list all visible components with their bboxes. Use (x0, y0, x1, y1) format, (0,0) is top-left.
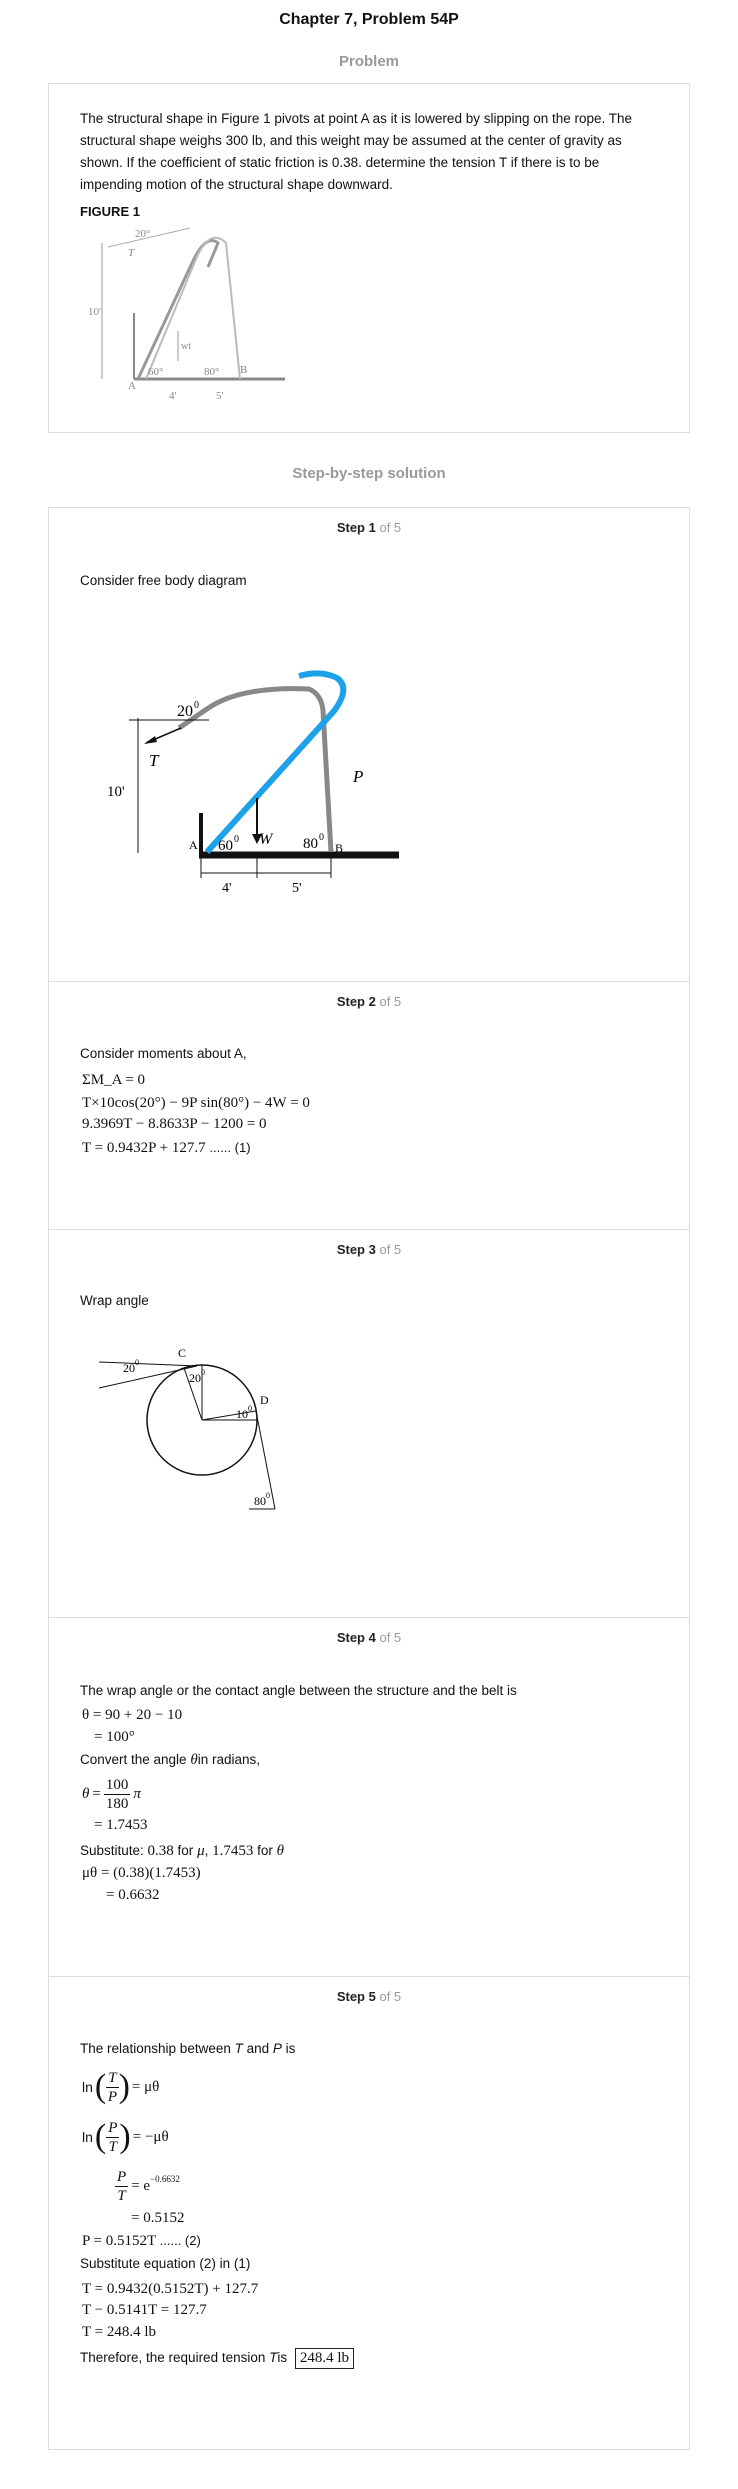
paren-close-2: ) (119, 2118, 131, 2155)
step-4-subst-b: for (173, 1843, 198, 1858)
fig-angle-80: 80° (204, 366, 220, 378)
step-5-text3b: is (277, 2350, 288, 2365)
step-2-eq3: 9.3969T − 8.8633P − 1200 = 0 (82, 1116, 267, 1132)
step-3-text: Wrap angle (80, 1293, 149, 1308)
step-1-card (48, 507, 690, 982)
fig-B: B (240, 364, 248, 376)
problem-text: The structural shape in Figure 1 pivots at point A as it is lowered by slipping on the rope. The structural shape weighs 300 lb, and this weight may be assumed at the center of gravity as shown. If the coefficient of static friction is 0.38. determine the tension T if there is to be impending motion of the structural shape downward. (80, 111, 633, 192)
step-4-header (49, 1630, 689, 1645)
fbd-B: B (335, 841, 344, 855)
step-5-eq4: P = 0.5152T (82, 2233, 156, 2249)
fbd-A: A (189, 838, 198, 852)
fbd-P: P (353, 767, 364, 786)
step-4-frac-row (82, 1772, 141, 1816)
wrap-a4: 80 (254, 1494, 266, 1508)
fbd-angle-60-deg: 0 (234, 834, 239, 845)
step-4-theta-inline: θ (190, 1752, 198, 1768)
free-body-diagram (89, 608, 409, 896)
step-5-of: of 5 (379, 1989, 402, 2004)
figure-label: FIGURE 1 (80, 204, 140, 219)
step-4-eq6: = 0.6632 (106, 1887, 160, 1903)
step-3-card (48, 1230, 690, 1618)
step-4-eq4: = 1.7453 (94, 1817, 148, 1833)
step-5-eq2 (82, 2113, 169, 2161)
step-5-frac-1-den: P (107, 2088, 117, 2105)
step-4-eq1: θ = 90 + 20 − 10 (82, 1707, 183, 1723)
step-5-frac-2 (106, 2119, 119, 2156)
step-4-subst-c: , (204, 1843, 213, 1858)
step-5-conclusion (80, 2346, 354, 2369)
step-5-text1-T: T (234, 2041, 243, 2056)
step-2-header (49, 994, 689, 1009)
step-5-eq4-tag: ...... (2) (159, 2233, 201, 2248)
step-4-frac-den: 180 (105, 1795, 129, 1812)
solution-heading: Step-by-step solution (292, 465, 446, 482)
step-5-text1c: is (281, 2041, 296, 2056)
step-5-frac-3 (115, 2168, 128, 2205)
step-5-ln-2: ln (82, 2129, 93, 2145)
step-4-label: Step 4 (336, 1630, 376, 1645)
step-4-subst-th: θ (276, 1843, 284, 1859)
step-5-frac-3-den: T (117, 2187, 126, 2204)
fbd-angle-top-deg: 0 (194, 700, 199, 711)
step-5-exp-pow: −0.6632 (150, 2174, 180, 2184)
step-2-eq1: ΣM_A = 0 (82, 1072, 146, 1088)
step-4-fraction (104, 1776, 131, 1813)
step-5-frac-2-den: T (108, 2138, 117, 2155)
step-4-frac-num: 100 (105, 1776, 129, 1793)
step-4-subst-v1: 0.38 (147, 1843, 174, 1859)
step-5-eq4-row (82, 2230, 201, 2252)
step-2-eq4-row (82, 1137, 251, 1159)
step-1-of: of 5 (379, 520, 402, 535)
fig-A: A (128, 380, 136, 392)
tension-arrowhead (144, 736, 157, 744)
answer-box: 248.4 lb (295, 2348, 354, 2369)
wrap-a1-deg: 0 (135, 1358, 139, 1367)
step-5-text1b: and (242, 2041, 273, 2056)
step-2-label: Step 2 (336, 994, 376, 1009)
step-3-label: Step 3 (336, 1242, 376, 1257)
step-5-frac-2-num: P (108, 2119, 118, 2136)
wrap-angle-diagram (99, 1330, 299, 1560)
fig-T: T (128, 247, 135, 259)
step-5-text1a: The relationship between (80, 2041, 235, 2056)
fbd-d2: 5' (292, 881, 302, 896)
step-2-eq4: T = 0.9432P + 127.7 (82, 1140, 206, 1156)
step-4-text2b: in radians, (197, 1752, 261, 1767)
fbd-angle-80-deg: 0 (319, 832, 324, 843)
step-5-text3-T: T (269, 2350, 278, 2365)
problem-figure (80, 223, 300, 413)
step-5-label: Step 5 (336, 1989, 376, 2004)
step-1-label: Step 1 (336, 520, 376, 535)
fbd-d1: 4' (222, 881, 232, 896)
step-5-text1 (80, 2037, 295, 2060)
wrap-a2-deg: 0 (201, 1368, 205, 1377)
wrap-a2: 20 (189, 1371, 201, 1385)
step-5-eq-exp (115, 2164, 180, 2208)
step-5-frac-3-num: P (117, 2168, 127, 2185)
step-2-of: of 5 (379, 994, 402, 1009)
step-5-frac-1 (106, 2069, 118, 2106)
step-4-eq5: μθ = (0.38)(1.7453) (82, 1865, 201, 1881)
step-5-text1-P: P (272, 2041, 282, 2056)
step-5-rhs1: = μθ (131, 2079, 160, 2095)
step-2-eq2: T×10cos(20°) − 9P sin(80°) − 4W = 0 (82, 1095, 310, 1111)
step-5-eq5: T = 0.9432(0.5152T) + 127.7 (82, 2281, 259, 2297)
step-5-header (49, 1989, 689, 2004)
fbd-angle-60: 60 (218, 838, 233, 854)
fig-d1: 4' (169, 390, 177, 402)
step-4-card (48, 1618, 690, 1977)
wrap-a3-deg: 0 (248, 1404, 252, 1413)
fbd-height: 10' (107, 784, 125, 800)
page-title: Chapter 7, Problem 54P (279, 11, 459, 28)
step-4-eq2: = 100° (94, 1729, 135, 1745)
fig-d2: 5' (216, 390, 224, 402)
wrap-a4-deg: 0 (266, 1491, 270, 1500)
problem-card (48, 83, 690, 433)
paren-open-2: ( (94, 2118, 107, 2155)
fbd-T: T (149, 751, 159, 770)
step-4-frac-eq: = (92, 1786, 101, 1802)
step-5-card (48, 1977, 690, 2450)
fig-angle-60: 60° (148, 366, 164, 378)
step-5-eq3: = 0.5152 (131, 2210, 185, 2226)
fbd-angle-80: 80 (303, 836, 318, 852)
step-4-text2 (80, 1748, 260, 1772)
step-5-eq6: T − 0.5141T = 127.7 (82, 2302, 207, 2318)
tangent-line-c (99, 1362, 197, 1366)
step-1-text: Consider free body diagram (80, 573, 247, 588)
step-5-frac-1-num: T (108, 2069, 117, 2086)
step-3-header (49, 1242, 689, 1257)
wrap-C: C (178, 1346, 187, 1360)
step-4-subst-v2: 1.7453 (212, 1843, 254, 1859)
step-4-text1: The wrap angle or the contact angle between the structure and the belt is (80, 1683, 517, 1698)
step-5-text2: Substitute equation (2) in (1) (80, 2256, 251, 2271)
step-5-ln-1: ln (82, 2079, 93, 2095)
step-4-text2a: Convert the angle (80, 1752, 187, 1767)
fbd-W: W (259, 831, 273, 848)
incline-line (99, 1366, 197, 1388)
paren-open-1: ( (94, 2068, 107, 2105)
step-4-subst-a: Substitute: (80, 1843, 148, 1858)
step-4-subst (80, 1839, 284, 1863)
step-5-eq7: T = 248.4 lb (82, 2324, 157, 2340)
step-3-of: of 5 (379, 1242, 402, 1257)
step-4-of: of 5 (379, 1630, 402, 1645)
fig-height: 10' (88, 306, 101, 318)
fig-angle-top: 20° (135, 228, 151, 240)
step-4-subst-mu: μ (197, 1843, 205, 1859)
paren-close-1: ) (118, 2068, 130, 2105)
step-4-frac-theta: θ (82, 1786, 90, 1802)
fbd-angle-top: 20 (177, 703, 193, 720)
step-5-text3a: Therefore, the required tension (80, 2350, 270, 2365)
wrap-a3: 10 (236, 1407, 248, 1421)
step-2-card (48, 982, 690, 1230)
wrap-a1: 20 (123, 1361, 135, 1375)
step-5-eq1 (82, 2063, 159, 2111)
step-2-eq4-tag: ...... (1) (209, 1140, 251, 1155)
step-4-subst-d: for (253, 1843, 277, 1858)
fig-W: wt (181, 341, 191, 352)
wrap-D: D (260, 1393, 269, 1407)
step-1-header (49, 520, 689, 535)
step-2-text: Consider moments about A, (80, 1046, 247, 1061)
problem-heading: Problem (338, 53, 399, 70)
step-5-rhs2: = −μθ (132, 2129, 169, 2145)
step-4-pi: π (133, 1786, 141, 1802)
step-5-exp-base: = e (131, 2178, 151, 2194)
